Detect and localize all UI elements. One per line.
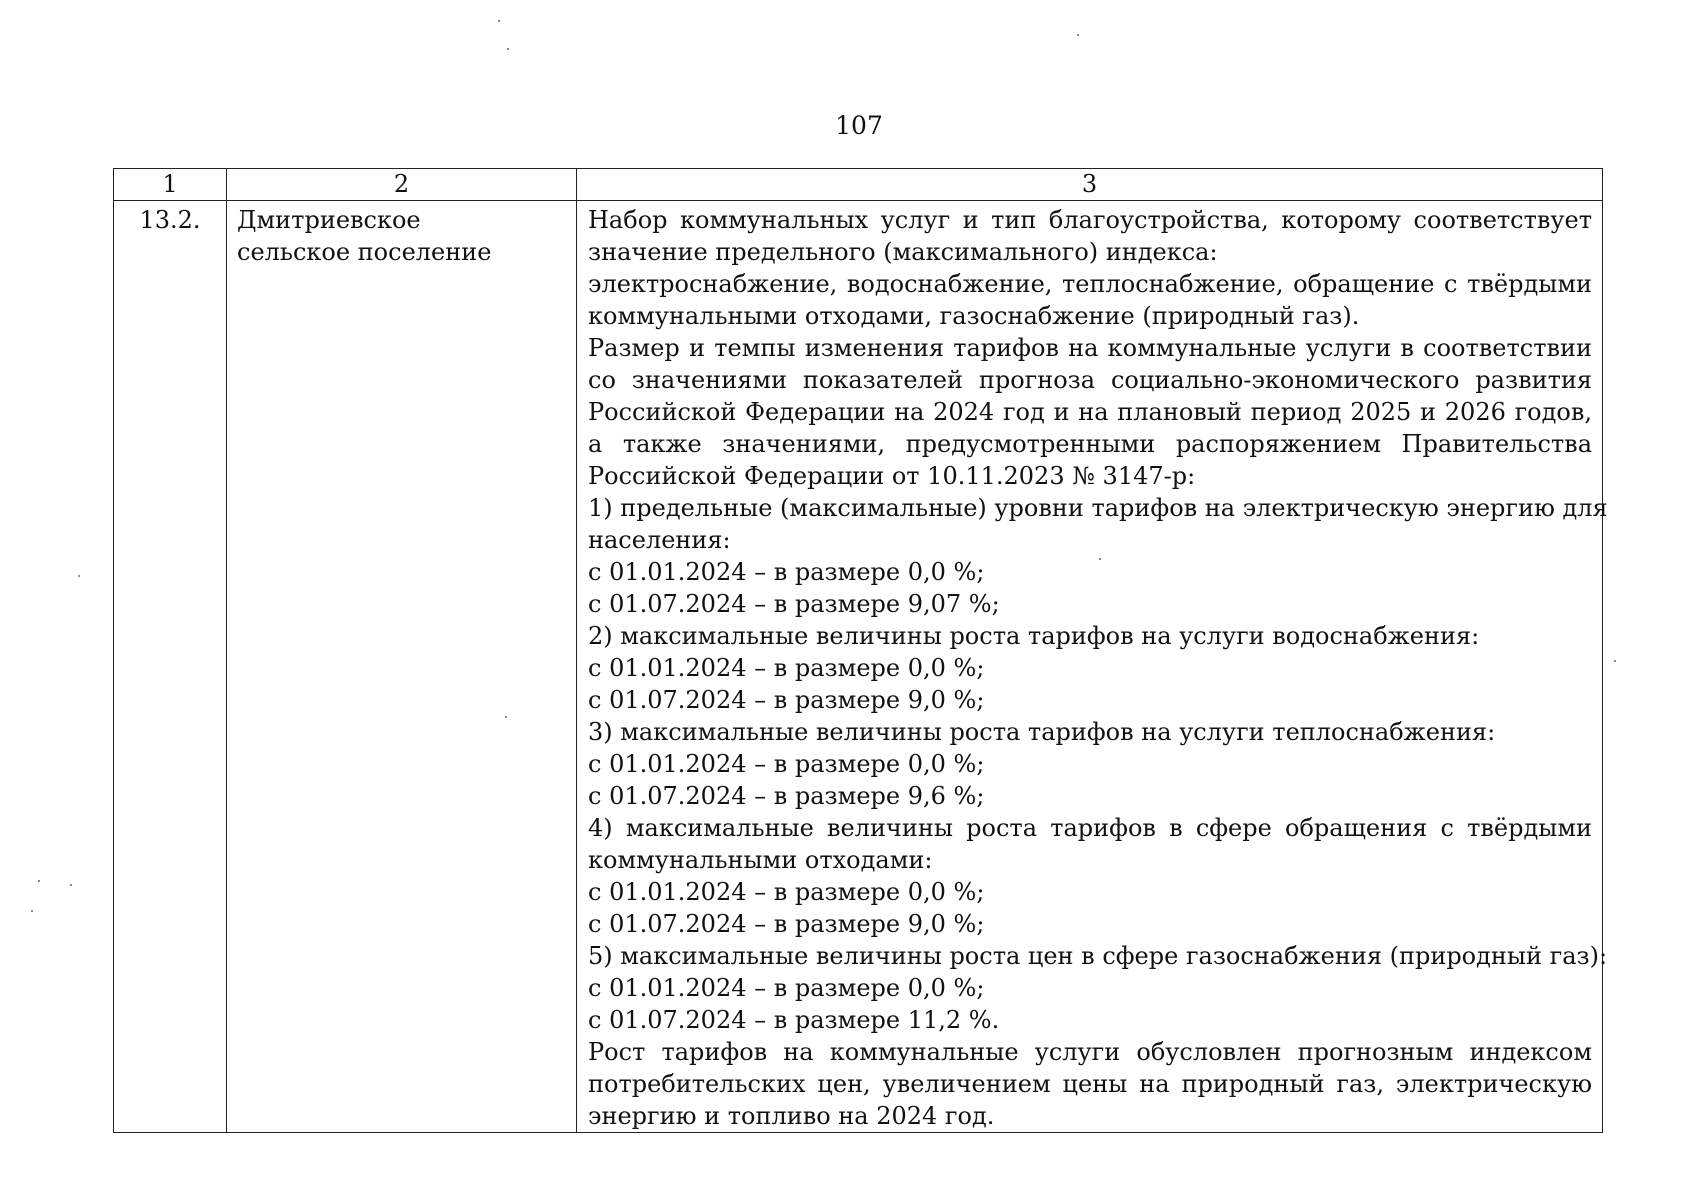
description-paragraph: [588, 940, 1608, 972]
description-line: с 01.01.2024 – в размере 0,0 %;: [588, 878, 985, 906]
description-line: коммунальными отходами:: [588, 846, 933, 874]
settlement-name-line: Дмитриевское: [237, 206, 421, 234]
description-line: с 01.01.2024 – в размере 0,0 %;: [588, 974, 985, 1002]
description-line: 1) предельные (максимальные) уровни тарифов на электрическую энергию для: [588, 494, 1608, 522]
description-line: Рост тарифов на коммунальные услуги обусловлен прогнозным индексом: [588, 1038, 1592, 1066]
description-paragraph: [588, 1004, 1592, 1036]
description-paragraph: [588, 780, 1592, 812]
column-header-1: 1: [114, 169, 227, 201]
description-line: Набор коммунальных услуг и тип благоустройства, которому соответствует: [588, 206, 1592, 234]
description-line: а также значениями, предусмотренными распоряжением Правительства: [588, 430, 1592, 458]
description-line: потребительских цен, увеличением цены на природный газ, электрическую: [588, 1070, 1592, 1098]
description-paragraph: [588, 748, 1592, 780]
description-paragraph: [588, 332, 1592, 492]
description-paragraph: [588, 812, 1592, 876]
description-line: энергию и топливо на 2024 год.: [588, 1102, 995, 1130]
description-paragraph: [588, 972, 1592, 1004]
description-paragraph: [588, 588, 1592, 620]
description-line: 3) максимальные величины роста тарифов на услуги теплоснабжения:: [588, 718, 1496, 746]
description-paragraph: [588, 492, 1608, 556]
description-line: с 01.07.2024 – в размере 9,0 %;: [588, 686, 985, 714]
description-line: с 01.07.2024 – в размере 9,6 %;: [588, 782, 985, 810]
description-paragraph: [588, 556, 1592, 588]
description-paragraph: [588, 876, 1592, 908]
description-line: с 01.07.2024 – в размере 9,0 %;: [588, 910, 985, 938]
table-header-row: [114, 169, 1603, 201]
description-line: с 01.01.2024 – в размере 0,0 %;: [588, 750, 985, 778]
description-paragraph: [588, 652, 1592, 684]
description-line: 5) максимальные величины роста цен в сфере газоснабжения (природный газ):: [588, 942, 1608, 970]
description-line: со значениями показателей прогноза социально-экономического развития: [588, 366, 1592, 394]
description-line: Российской Федерации на 2024 год и на плановый период 2025 и 2026 годов,: [588, 398, 1592, 426]
column-header-2: 2: [227, 169, 577, 201]
description-line: Размер и темпы изменения тарифов на коммунальные услуги в соответствии: [588, 334, 1592, 362]
page-number: 107: [835, 111, 883, 140]
description-line: коммунальными отходами, газоснабжение (природный газ).: [588, 302, 1360, 330]
description-paragraph: [588, 716, 1592, 748]
settlement-name-cell: [227, 201, 577, 1133]
description-paragraph: [588, 268, 1592, 332]
row-number: 13.2.: [114, 201, 227, 1133]
description-line: значение предельного (максимального) индекса:: [588, 238, 1218, 266]
description-line: электроснабжение, водоснабжение, теплоснабжение, обращение с твёрдыми: [588, 270, 1592, 298]
description-line: Российской Федерации от 10.11.2023 № 3147-р:: [588, 462, 1196, 490]
description-line: с 01.01.2024 – в размере 0,0 %;: [588, 558, 985, 586]
description-paragraph: [588, 204, 1592, 268]
description-line: 2) максимальные величины роста тарифов на услуги водоснабжения:: [588, 622, 1480, 650]
description-paragraph: [588, 1036, 1592, 1132]
description-line: населения:: [588, 526, 731, 554]
settlement-name-line: сельское поселение: [237, 238, 492, 266]
column-header-3: 3: [577, 169, 1603, 201]
tariff-description-cell: [577, 201, 1608, 1133]
description-paragraph: [588, 620, 1592, 652]
table-row: [114, 201, 1603, 1133]
document-table: [113, 168, 1608, 1133]
description-line: с 01.07.2024 – в размере 11,2 %.: [588, 1006, 1000, 1034]
description-paragraph: [588, 908, 1592, 940]
description-line: с 01.01.2024 – в размере 0,0 %;: [588, 654, 985, 682]
description-line: с 01.07.2024 – в размере 9,07 %;: [588, 590, 1000, 618]
description-line: 4) максимальные величины роста тарифов в сфере обращения с твёрдыми: [588, 814, 1592, 842]
description-paragraph: [588, 684, 1592, 716]
